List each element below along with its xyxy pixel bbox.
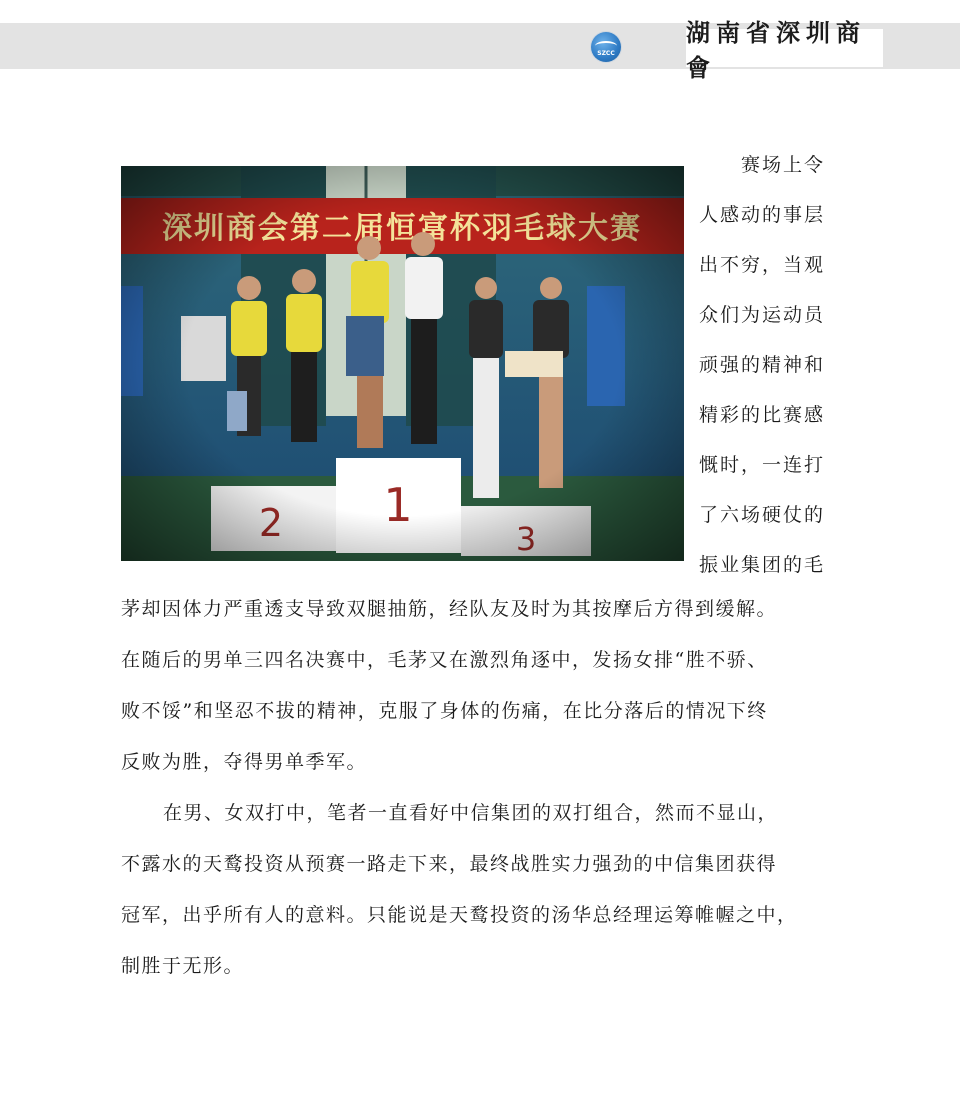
paragraph-2-line: 不露水的天鹜投资从预赛一路走下来，最终战胜实力强劲的中信集团获得 xyxy=(121,853,778,875)
side-line: 出不穷，当观 xyxy=(699,254,826,276)
side-line: 顽强的精神和 xyxy=(699,354,826,376)
paragraph-1-line: 茅却因体力严重透支导致双腿抽筋，经队友及时为其按摩后方得到缓解。 xyxy=(121,598,778,620)
side-line: 人感动的事层 xyxy=(699,204,826,226)
paragraph-2-line: 冠军，出乎所有人的意料。只能说是天鹜投资的汤华总经理运筹帷幄之中， xyxy=(121,904,798,926)
article-body xyxy=(121,584,851,992)
side-line: 精彩的比赛感 xyxy=(699,404,826,426)
paragraph-1-line: 反败为胜，夺得男单季军。 xyxy=(121,751,368,773)
side-line: 慨时，一连打 xyxy=(699,454,826,476)
photo-illustration xyxy=(121,166,684,561)
paragraph-2-line: 制胜于无形。 xyxy=(121,955,245,977)
szcc-logo-icon xyxy=(591,32,621,62)
side-line: 赛场上令 xyxy=(741,154,826,176)
award-ceremony-photo xyxy=(121,166,684,561)
brand-name: 湖南省深圳商會 xyxy=(686,18,866,82)
side-line: 振业集团的毛 xyxy=(699,554,826,576)
brand-box xyxy=(686,18,883,82)
logo-text: SZCC xyxy=(597,50,615,57)
side-text-column xyxy=(699,140,849,590)
paragraph-1-line: 败不馁”和坚忍不拔的精神，克服了身体的伤痛，在比分落后的情况下终 xyxy=(121,700,768,722)
paragraph-1-line: 在随后的男单三四名决赛中，毛茅又在激烈角逐中，发扬女排“胜不骄、 xyxy=(121,649,768,671)
paragraph-2-line: 在男、女双打中，笔者一直看好中信集团的双打组合，然而不显山， xyxy=(163,802,779,824)
side-line: 了六场硬仗的 xyxy=(699,504,826,526)
side-line: 众们为运动员 xyxy=(699,304,826,326)
